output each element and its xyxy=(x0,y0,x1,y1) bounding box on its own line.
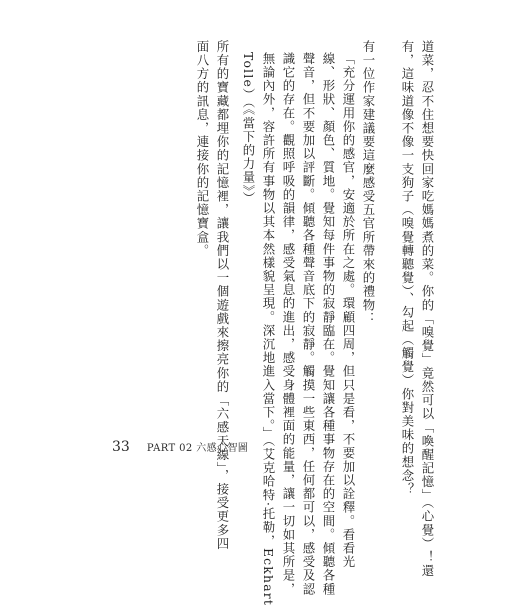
text-column: 有一位作家建議要這麼感受五官所帶來的禮物： xyxy=(361,40,376,326)
quote-column: 無論內外，容許所有事物以其本然樣貌呈現。深沉地進入當下。」（艾克哈特·托勒，Eckhart xyxy=(261,52,276,606)
running-head: PART 02 六感心智圖 xyxy=(146,443,249,454)
text-column: 所有的寶藏都埋你的記憶裡，讓我們以一個遊戲來擦亮你的「六感天線」，接受更多四 xyxy=(215,40,230,551)
page-number: 33 xyxy=(112,439,130,455)
quote-column: 識它的存在。觀照呼吸的韻律，感受氣息的進出，感受身體裡面的能量，讓一切如其所是， xyxy=(281,52,296,596)
quote-column: Tolle）（《當下的力量》） xyxy=(241,52,256,206)
text-column: 面八方的訊息，連接你的記憶寶盒。 xyxy=(195,40,210,258)
text-column: 有，這味道像不像一支狗子（嗅覺轉聽覺）、勾起（觸覺）你對美味的想念？ xyxy=(400,40,415,497)
quote-column: 聲音，但不要加以評斷。傾聽各種聲音底下的寂靜。觸摸一些東西，任何都可以，感受及認 xyxy=(301,52,316,596)
text-column: 道菜，忍不住想要快回家吃媽媽煮的菜。你的「嗅覺」竟然可以「喚醒記憶」（心覺）！還 xyxy=(420,40,435,578)
quote-column: 線、形狀、顏色、質地。覺知每件事物的寂靜臨在。覺知讓各種事物存在的空間。傾聽各種 xyxy=(321,52,336,596)
page-footer xyxy=(112,436,248,455)
quote-column: 「充分運用你的感官，安適於所在之處。環顧四周，但只是看，不要加以詮釋。看看光 xyxy=(341,52,356,569)
